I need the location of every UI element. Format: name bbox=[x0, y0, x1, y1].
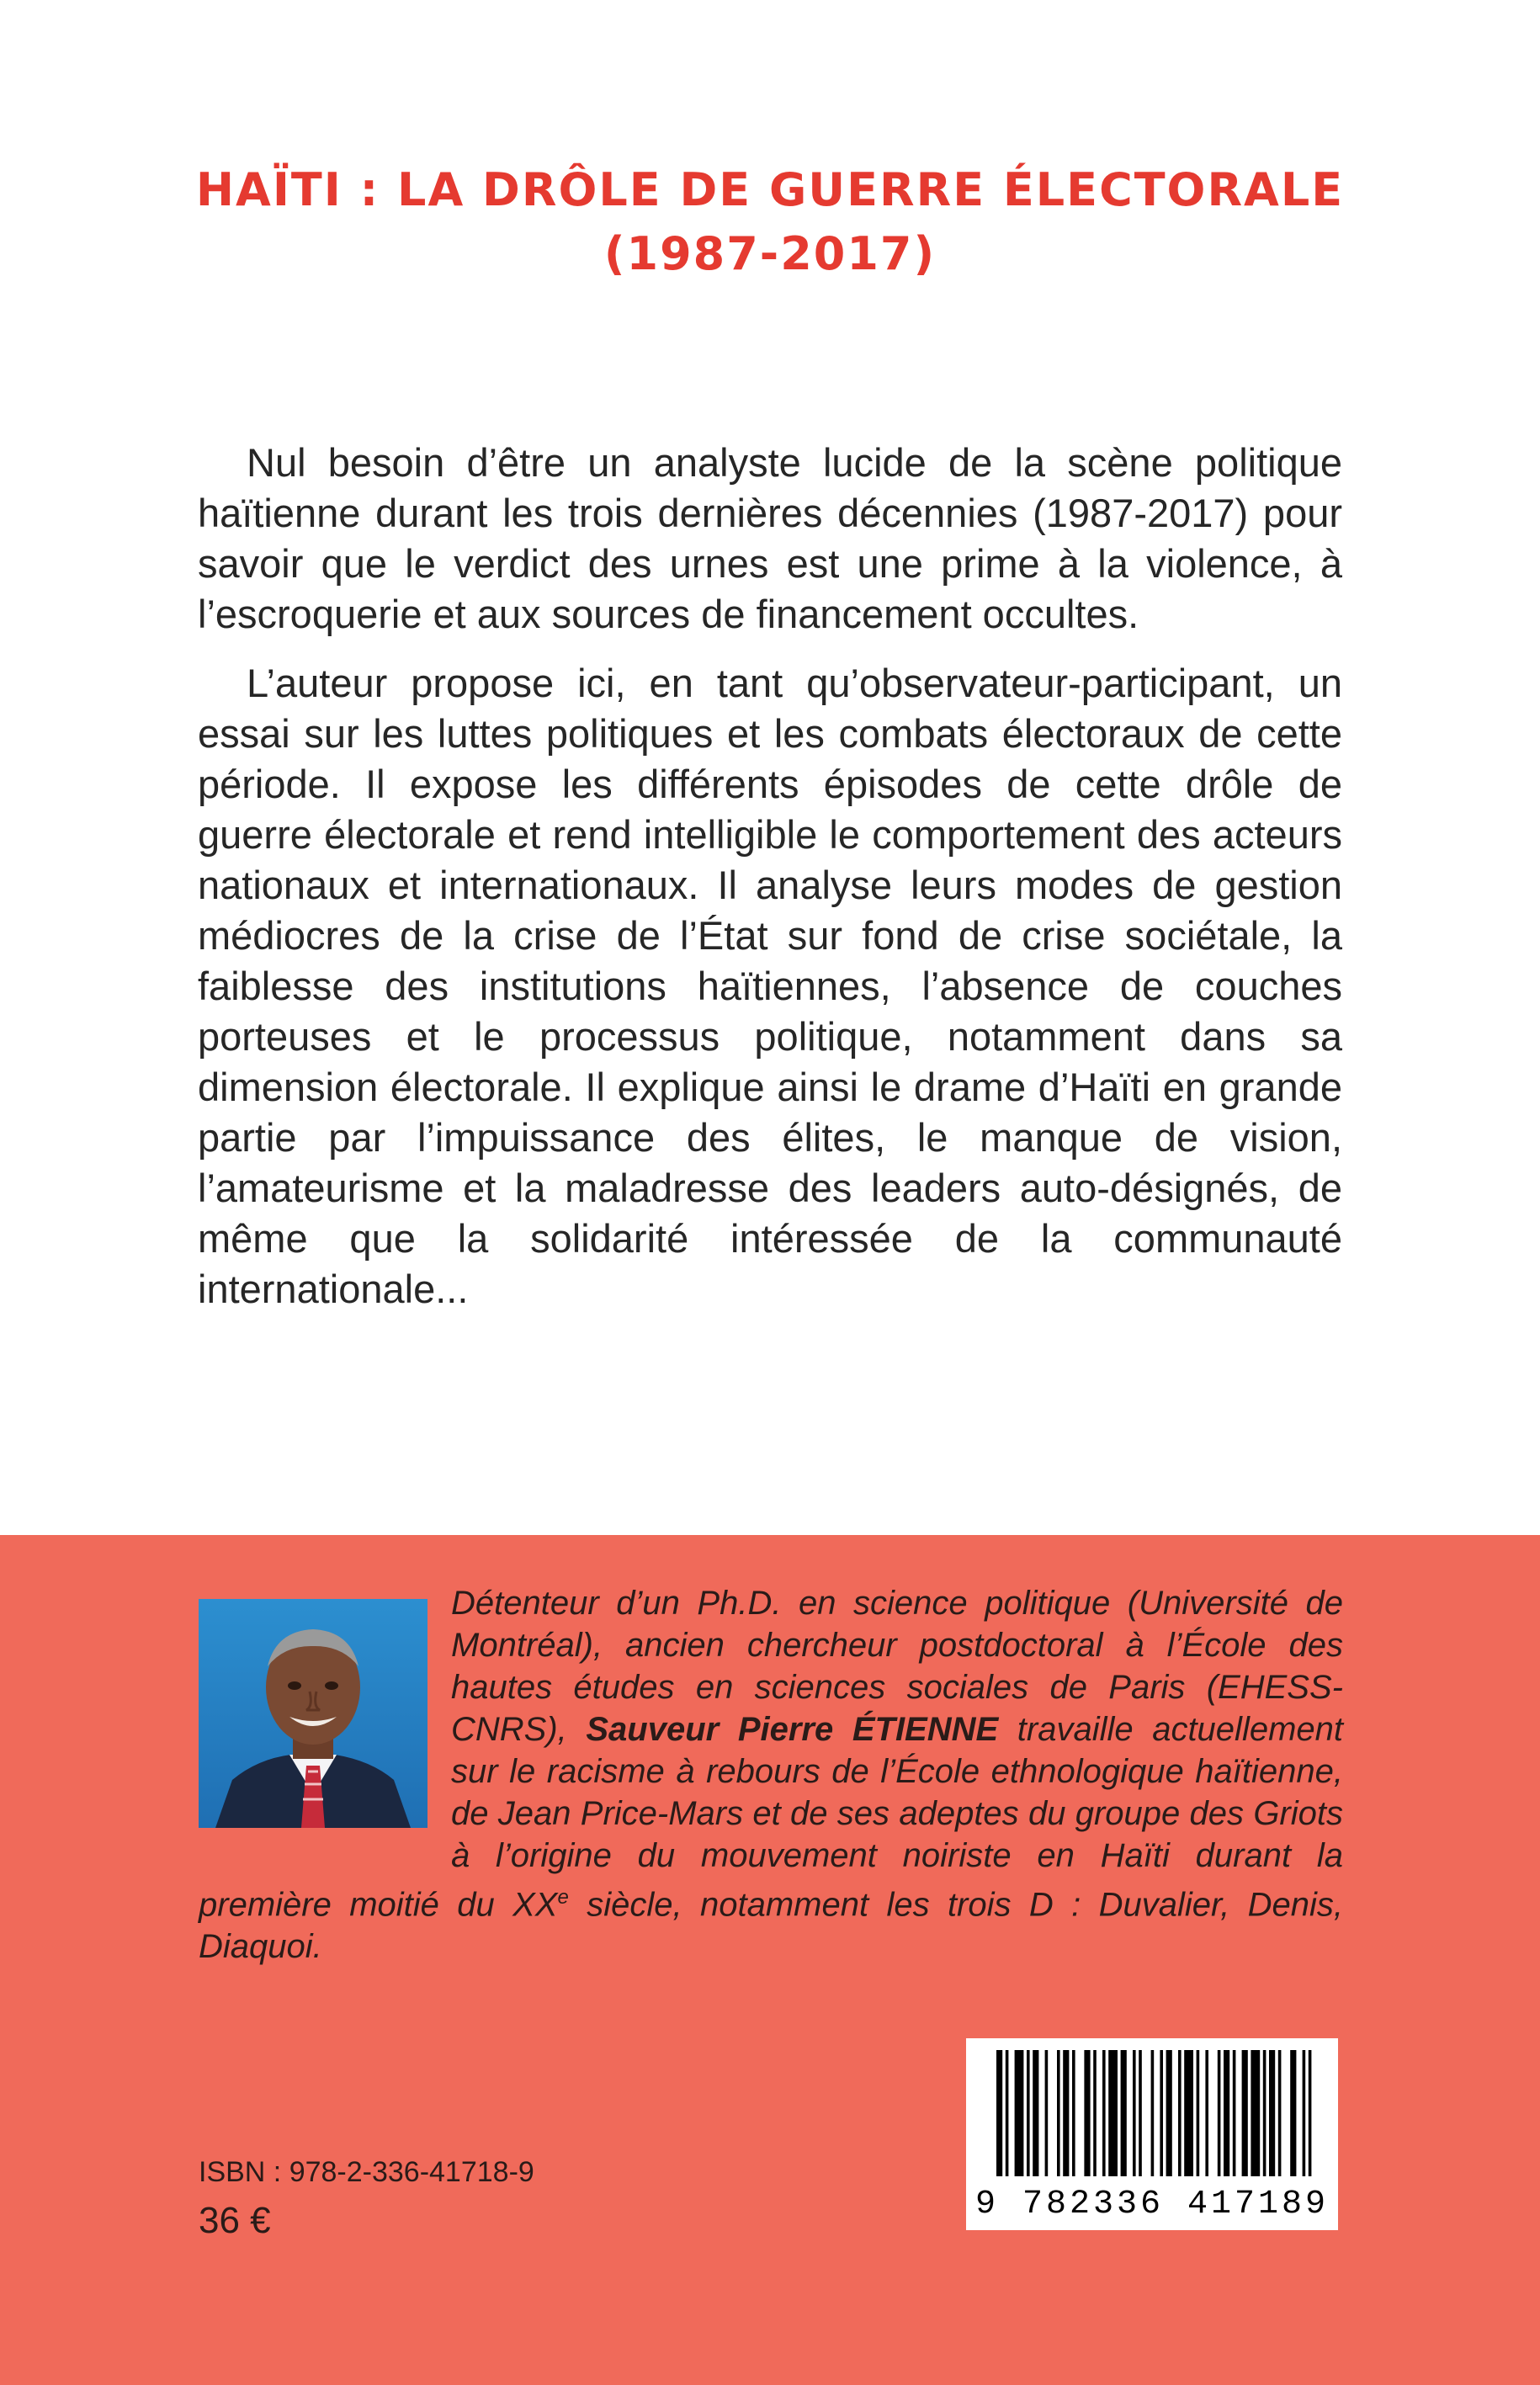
barcode-bar bbox=[1160, 2050, 1163, 2176]
bio-part-2: travaille actuellement sur le racisme à rebours de l’École ethnologique haïtienne, de Jean Price-Mars et de ses adeptes du groupe des Griots à l’origine du mouvement noiriste en Haïti durant la première moitié du XX bbox=[199, 1711, 1343, 1924]
title-line-2: (1987-2017) bbox=[603, 227, 937, 280]
bio-superscript: e bbox=[557, 1886, 569, 1909]
barcode-bar bbox=[1197, 2050, 1200, 2176]
barcode-bar bbox=[1218, 2050, 1221, 2176]
summary-text bbox=[198, 438, 1342, 1333]
barcode-bar bbox=[1139, 2050, 1142, 2176]
summary-paragraph-2: L’auteur propose ici, en tant qu’observateur-participant, un essai sur les luttes politiques et les combats électoraux de cette période. Il expose les différents épisodes de cette drôle de guerre électorale et rend intelligible le comportement des acteurs nationaux et internationaux. Il analyse leurs modes de gestion médiocres de la crise de l’État sur fond de crise sociétale, la faiblesse des institutions haïtiennes, l’absence de couches porteuses et le processus politique, notamment dans sa dimension électorale. Il explique ainsi le drame d’Haïti en grande partie par l’impuissance des élites, le manque de vision, l’amateurisme et la maladresse des leaders auto-désignés, de même que la solidarité intéressée de la communauté internationale... bbox=[198, 661, 1342, 1311]
barcode-bar bbox=[1133, 2050, 1136, 2176]
barcode-bar bbox=[996, 2050, 1002, 2176]
barcode-bar bbox=[1205, 2050, 1208, 2176]
book-title bbox=[0, 158, 1540, 286]
barcode bbox=[966, 2038, 1338, 2230]
barcode-bar bbox=[1121, 2050, 1127, 2176]
barcode-bar bbox=[1269, 2050, 1275, 2176]
barcode-bar bbox=[1184, 2050, 1193, 2176]
barcode-bar bbox=[1072, 2050, 1075, 2176]
barcode-bar bbox=[1027, 2050, 1030, 2176]
barcode-bar bbox=[1063, 2050, 1069, 2176]
barcode-bar bbox=[1108, 2050, 1118, 2176]
barcode-bar bbox=[1151, 2050, 1155, 2176]
author-name: Sauveur Pierre ÉTIENNE bbox=[586, 1711, 999, 1748]
bio-part-1: Détenteur d’un Ph.D. en science politique (Université de Montréal), ancien chercheur postdoctoral à l’École des hautes études en sciences sociales de Paris (EHESS-CNRS), bbox=[451, 1585, 1343, 1748]
barcode-bar bbox=[1242, 2050, 1248, 2176]
barcode-bar bbox=[1006, 2050, 1009, 2176]
author-bio bbox=[199, 1582, 1343, 1968]
barcode-bar bbox=[1278, 2050, 1282, 2176]
summary-paragraph-1: Nul besoin d’être un analyste lucide de la scène politique haïtienne durant les trois dernières décennies (1987-2017) pour savoir que le verdict des urnes est une prime à la violence, à l’escroquerie et aux sources de financement occultes. bbox=[198, 440, 1342, 636]
barcode-bar bbox=[1166, 2050, 1172, 2176]
barcode-bar bbox=[1015, 2050, 1024, 2176]
barcode-bar bbox=[1084, 2050, 1090, 2176]
barcode-digits: 9 782336 417189 bbox=[974, 2186, 1330, 2223]
barcode-bar bbox=[1033, 2050, 1038, 2176]
barcode-bar bbox=[1057, 2050, 1060, 2176]
isbn-label: ISBN : 978-2-336-41718-9 bbox=[199, 2156, 534, 2188]
price-label: 36 € bbox=[199, 2200, 271, 2241]
barcode-bar bbox=[1309, 2050, 1312, 2176]
barcode-bar bbox=[1045, 2050, 1049, 2176]
bio-part-3: siècle, notamment les trois D : Duvalier, Denis, Diaquoi. bbox=[199, 1886, 1343, 1966]
barcode-bar bbox=[1178, 2050, 1182, 2176]
barcode-bar bbox=[1224, 2050, 1229, 2176]
barcode-bars bbox=[966, 2038, 1338, 2181]
barcode-bar bbox=[1251, 2050, 1260, 2176]
barcode-bar bbox=[1290, 2050, 1296, 2176]
barcode-bar bbox=[1102, 2050, 1106, 2176]
barcode-bar bbox=[1093, 2050, 1097, 2176]
barcode-bar bbox=[1303, 2050, 1306, 2176]
barcode-bar bbox=[1233, 2050, 1236, 2176]
title-line-1: HAÏTI : LA DRÔLE DE GUERRE ÉLECTORALE bbox=[195, 163, 1345, 216]
barcode-bar bbox=[1263, 2050, 1267, 2176]
